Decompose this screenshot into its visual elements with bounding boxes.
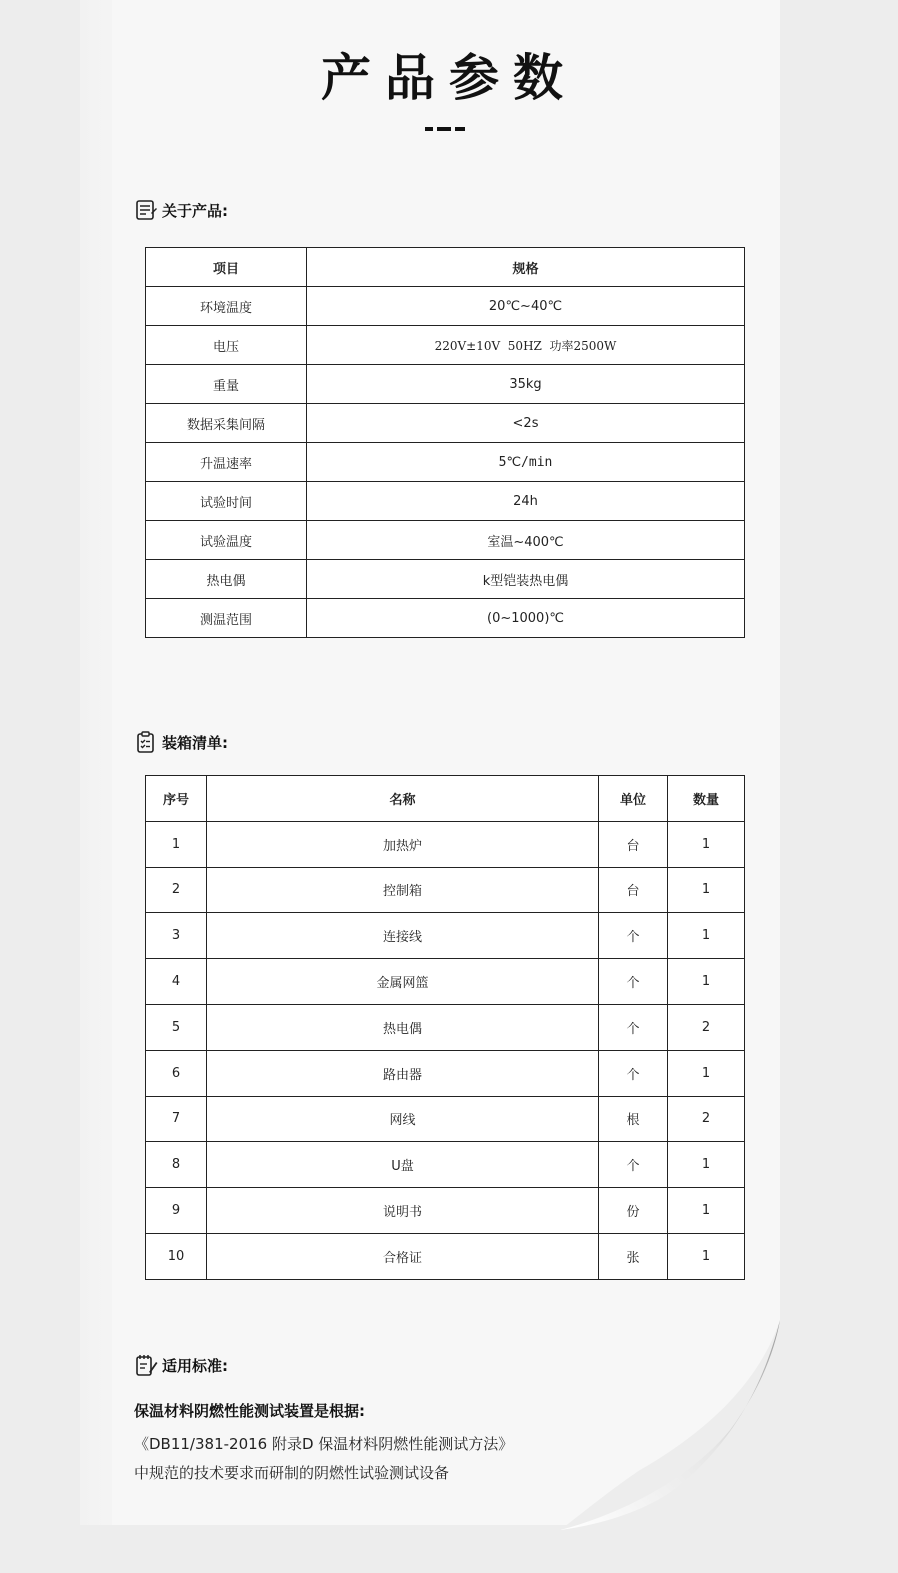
cell-spec: k型铠装热电偶 — [307, 560, 745, 599]
cell-unit: 台 — [599, 821, 668, 867]
paper-sheet-inner — [112, 0, 780, 1525]
cell-unit: 台 — [599, 867, 668, 913]
title-divider — [425, 126, 469, 132]
cell-index: 9 — [146, 1188, 207, 1234]
table-row — [146, 1004, 745, 1050]
cell-spec: 220V±10V 50HZ 功率2500W — [307, 326, 745, 365]
cell-name: 路由器 — [207, 1050, 599, 1096]
cell-qty: 1 — [668, 867, 745, 913]
cell-item: 测温范围 — [146, 599, 307, 638]
cell-qty: 1 — [668, 1142, 745, 1188]
about-heading — [134, 198, 228, 222]
cell-qty: 1 — [668, 1233, 745, 1279]
col-index: 序号 — [146, 776, 207, 822]
document-icon — [134, 198, 158, 222]
table-header-row — [146, 776, 745, 822]
cell-qty: 1 — [668, 1050, 745, 1096]
col-name: 名称 — [207, 776, 599, 822]
cell-spec: 24h — [307, 482, 745, 521]
cell-index: 3 — [146, 913, 207, 959]
cell-qty: 2 — [668, 1004, 745, 1050]
cell-qty: 1 — [668, 821, 745, 867]
cell-qty: 2 — [668, 1096, 745, 1142]
cell-qty: 1 — [668, 913, 745, 959]
table-row — [146, 959, 745, 1005]
cell-unit: 份 — [599, 1188, 668, 1234]
table-row — [146, 287, 745, 326]
cell-spec: (0~1000)℃ — [307, 599, 745, 638]
cell-item: 试验温度 — [146, 521, 307, 560]
notepad-pen-icon — [134, 1353, 158, 1377]
paper-sheet — [80, 0, 780, 1525]
cell-index: 5 — [146, 1004, 207, 1050]
table-row — [146, 821, 745, 867]
cell-name: U盘 — [207, 1142, 599, 1188]
cell-item: 试验时间 — [146, 482, 307, 521]
table-row — [146, 1050, 745, 1096]
standard-lead: 保温材料阴燃性能测试装置是根据: — [134, 1402, 366, 1420]
standard-heading-label: 适用标准: — [162, 1356, 228, 1375]
cell-unit: 个 — [599, 1004, 668, 1050]
table-row — [146, 443, 745, 482]
packing-heading — [134, 730, 228, 754]
cell-qty: 1 — [668, 1188, 745, 1234]
cell-spec: 室温~400℃ — [307, 521, 745, 560]
table-row — [146, 404, 745, 443]
cell-spec: 35kg — [307, 365, 745, 404]
table-row — [146, 365, 745, 404]
cell-spec: <2s — [307, 404, 745, 443]
about-heading-label: 关于产品: — [162, 201, 228, 220]
table-row — [146, 560, 745, 599]
cell-unit: 张 — [599, 1233, 668, 1279]
cell-name: 热电偶 — [207, 1004, 599, 1050]
cell-item: 升温速率 — [146, 443, 307, 482]
table-row — [146, 1233, 745, 1279]
table-header-row — [146, 248, 745, 287]
cell-name: 控制箱 — [207, 867, 599, 913]
cell-unit: 根 — [599, 1096, 668, 1142]
standard-line-2: 中规范的技术要求而研制的阴燃性试验测试设备 — [134, 1464, 450, 1482]
cell-index: 8 — [146, 1142, 207, 1188]
cell-name: 合格证 — [207, 1233, 599, 1279]
cell-spec: 5℃/min — [307, 443, 745, 482]
page-curl-icon — [560, 1320, 780, 1530]
cell-index: 2 — [146, 867, 207, 913]
cell-item: 热电偶 — [146, 560, 307, 599]
col-qty: 数量 — [668, 776, 745, 822]
table-row — [146, 1142, 745, 1188]
spec-table — [145, 247, 745, 638]
table-row — [146, 482, 745, 521]
cell-item: 重量 — [146, 365, 307, 404]
table-row — [146, 913, 745, 959]
table-row — [146, 326, 745, 365]
table-row — [146, 1096, 745, 1142]
cell-spec: 20℃~40℃ — [307, 287, 745, 326]
cell-index: 7 — [146, 1096, 207, 1142]
col-spec: 规格 — [307, 248, 745, 287]
table-row — [146, 1188, 745, 1234]
cell-unit: 个 — [599, 913, 668, 959]
cell-name: 网线 — [207, 1096, 599, 1142]
standard-heading — [134, 1353, 228, 1377]
cell-name: 连接线 — [207, 913, 599, 959]
cell-item: 电压 — [146, 326, 307, 365]
cell-name: 说明书 — [207, 1188, 599, 1234]
packing-table — [145, 775, 745, 1280]
col-item: 项目 — [146, 248, 307, 287]
cell-name: 加热炉 — [207, 821, 599, 867]
cell-item: 环境温度 — [146, 287, 307, 326]
table-row — [146, 599, 745, 638]
cell-item: 数据采集间隔 — [146, 404, 307, 443]
cell-index: 6 — [146, 1050, 207, 1096]
cell-index: 10 — [146, 1233, 207, 1279]
cell-unit: 个 — [599, 1142, 668, 1188]
cell-index: 4 — [146, 959, 207, 1005]
cell-qty: 1 — [668, 959, 745, 1005]
cell-unit: 个 — [599, 1050, 668, 1096]
cell-name: 金属网篮 — [207, 959, 599, 1005]
cell-index: 1 — [146, 821, 207, 867]
page-title: 产品参数 — [321, 49, 577, 107]
table-row — [146, 521, 745, 560]
col-unit: 单位 — [599, 776, 668, 822]
checklist-icon — [134, 730, 158, 754]
standard-line-1: 《DB11/381-2016 附录D 保温材料阴燃性能测试方法》 — [134, 1435, 514, 1453]
table-row — [146, 867, 745, 913]
cell-unit: 个 — [599, 959, 668, 1005]
packing-heading-label: 装箱清单: — [162, 733, 228, 752]
